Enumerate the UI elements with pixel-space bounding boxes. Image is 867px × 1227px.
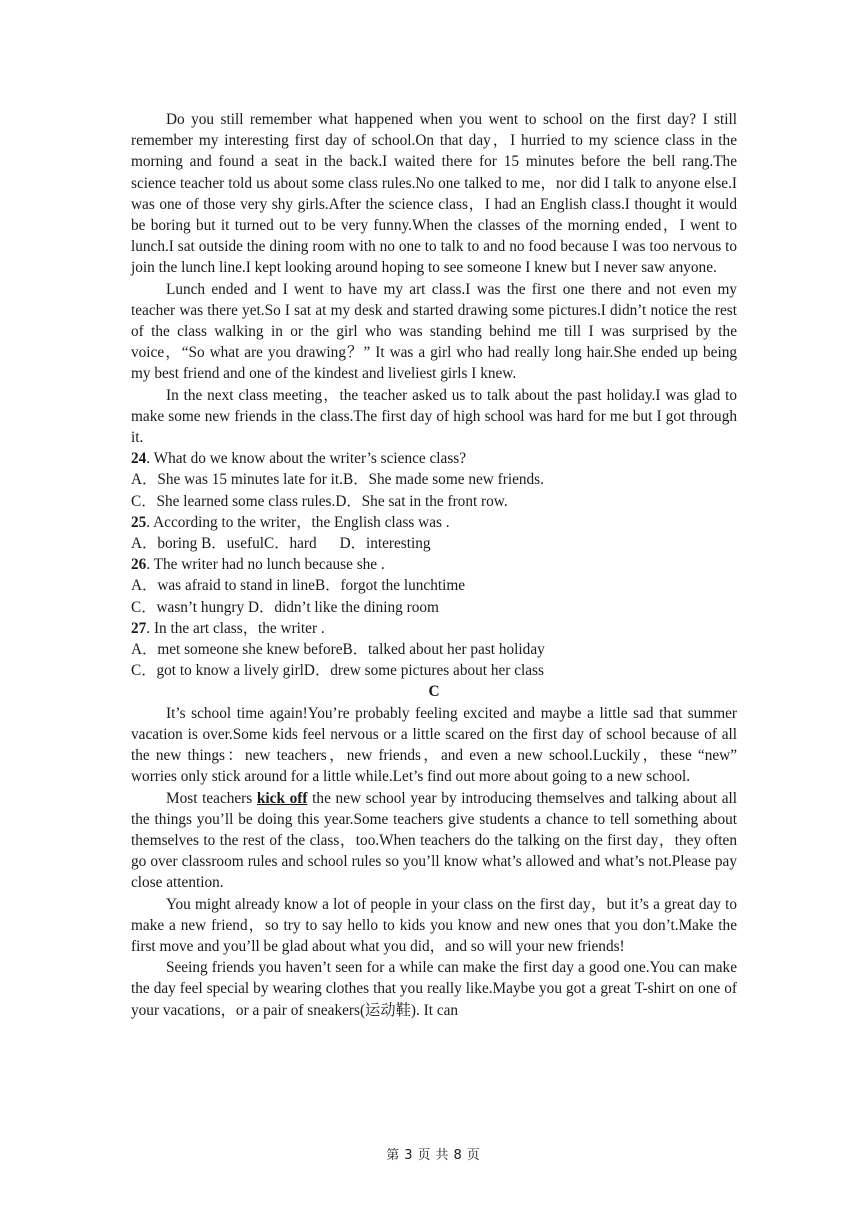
- document-page: [131, 109, 737, 1021]
- section-c-paragraph-1: It’s school time again!You’re probably feeling excited and maybe a little sad that summer vacation is over.Some kids feel nervous or a little scared on the first day of school because of all the new things：new teachers，new friends，and even a new school.Luckily，these “new” worries only stick around for a little while.Let’s find out more about going to a new school.: [131, 704, 737, 786]
- question-options: C．got to know a lively girlD．drew some pictures about her class: [131, 662, 544, 680]
- passage-b-paragraph-3: In the next class meeting，the teacher asked us to talk about the past holiday.I was glad to make some new friends in the class.The first day of high school was hard for me but I got through it.: [131, 386, 737, 447]
- passage-b-paragraph-1: Do you still remember what happened when you went to school on the first day? I still remember my interesting first day of school.On that day，I hurried to my science class in the morning and found a seat in the back.I waited there for 15 minutes before the bell rang.The science teacher told us about some class rules.No one talked to me，nor did I talk to anyone else.I was one of those very shy girls.After the science class，I had an English class.I thought it would be boring but it turned out to be very funny.When the classes of the morning ended，I went to lunch.I sat outside the dining room with no one to talk to and no food because I was too nervous to join the lunch line.I kept looking around hoping to see someone I knew but I never saw anyone.: [131, 111, 737, 277]
- question-stem: . According to the writer，the English class was .: [146, 513, 450, 531]
- question-24: [131, 448, 737, 512]
- page-number: 3: [404, 1148, 414, 1163]
- question-number: 25: [131, 513, 147, 531]
- underlined-phrase: kick off: [256, 789, 308, 807]
- question-number: 27: [131, 619, 147, 637]
- total-pages: 8: [453, 1148, 463, 1163]
- section-heading: C: [428, 683, 440, 701]
- question-stem: . In the art class，the writer .: [146, 619, 325, 637]
- question-options: A．boring B．usefulC．hard D．interesting: [131, 535, 431, 553]
- question-options: C．She learned some class rules.D．She sat in the front row.: [131, 492, 508, 510]
- section-c-paragraph-4: Seeing friends you haven’t seen for a while can make the first day a good one.You can make the day feel special by wearing clothes that you really like.Maybe you got a great T-shirt on one of your vacations，or a pair of sneakers(运动鞋). It can: [131, 959, 737, 1019]
- question-26: [131, 554, 737, 618]
- question-stem: . What do we know about the writer’s science class?: [146, 450, 467, 468]
- question-options: C．wasn’t hungry D．didn’t like the dining room: [131, 598, 439, 616]
- question-25: [131, 512, 737, 554]
- question-stem: . The writer had no lunch because she .: [146, 556, 385, 574]
- question-options: A．was afraid to stand in lineB．forgot the lunchtime: [131, 577, 466, 595]
- section-c-paragraph-2: Most teachers kick off the new school year by introducing themselves and talking about all the things you’ll be doing this year.Some teachers give students a chance to tell something about themselves to the rest of the class，too.When teachers do the talking on the first day，they often go over classroom rules and school rules so you’ll know what’s allowed and what’s not.Please pay close attention.: [131, 789, 738, 892]
- section-c-paragraph-3: You might already know a lot of people in your class on the first day，but it’s a great day to make a new friend，so try to say hello to kids you know and new ones that you don’t.Make the first move and you’ll be glad about what you did，and so will your new friends!: [131, 895, 737, 955]
- question-27: [131, 618, 737, 682]
- question-options: A．met someone she knew beforeB．talked about her past holiday: [131, 641, 545, 659]
- question-options: A．She was 15 minutes late for it.B．She made some new friends.: [131, 471, 544, 489]
- question-number: 26: [131, 556, 147, 574]
- passage-b-paragraph-2: Lunch ended and I went to have my art class.I was the first one there and not even my teacher was there yet.So I sat at my desk and started drawing some pictures.I didn’t notice the rest of the class walking in or the girl who was standing behind me till I was surprised by the voice，“So what are you drawing？” It was a girl who had really long hair.She ended up being my best friend and one of the kindest and liveliest girls I knew.: [131, 280, 737, 383]
- question-number: 24: [131, 450, 147, 468]
- page-footer: 第 3 页 共 8 页: [386, 1148, 481, 1163]
